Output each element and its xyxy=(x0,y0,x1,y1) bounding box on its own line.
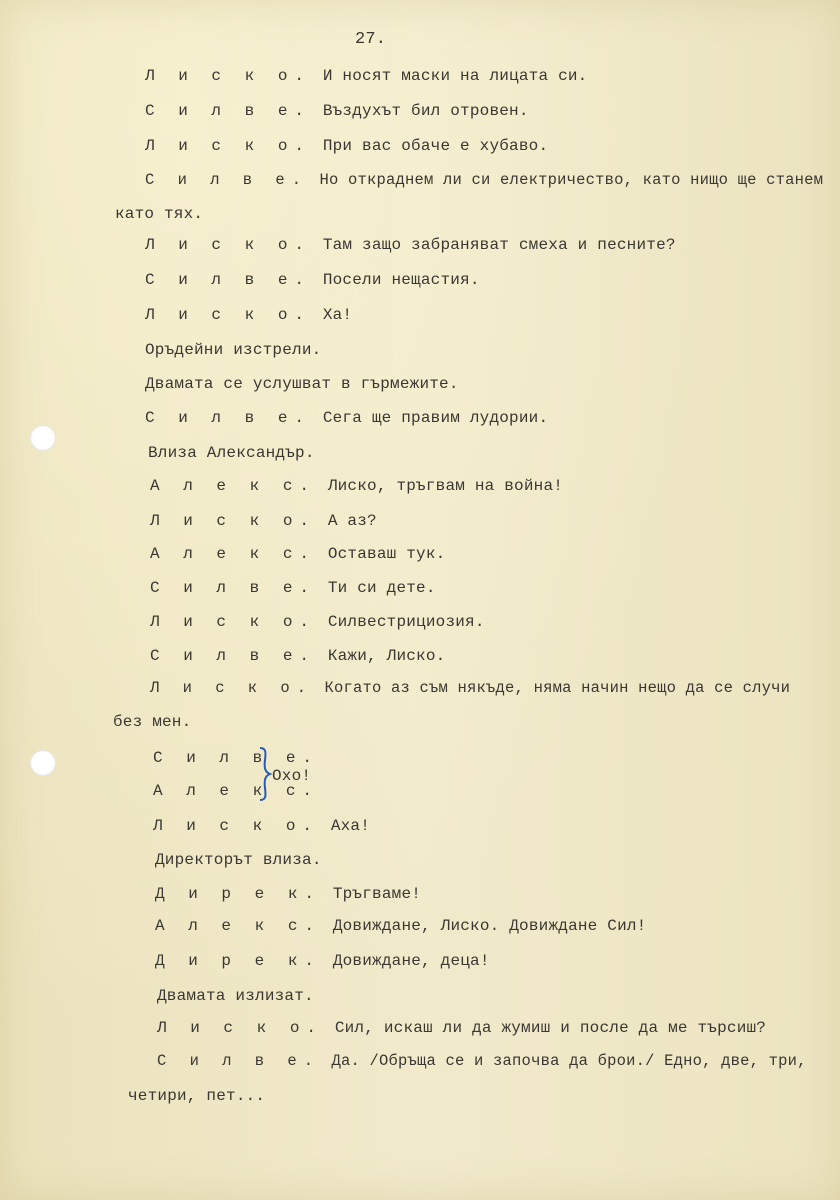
dialogue-line: Л и с к о. Ха! xyxy=(145,306,353,324)
dialogue-line: А л е к с. Оставаш тук. xyxy=(150,545,446,563)
punch-hole xyxy=(30,425,56,451)
dialogue-line: А л е к с. xyxy=(153,782,320,800)
dialogue-line: С и л в е. Посели нещастия. xyxy=(145,271,480,289)
handwritten-brace-icon xyxy=(258,746,272,802)
dialogue-line: Д и р е к. Довиждане, деца! xyxy=(155,952,490,970)
stage-direction: Директорът влиза. xyxy=(155,851,322,869)
page-number: 27. xyxy=(355,30,387,49)
continuation-line: без мен. xyxy=(113,713,192,731)
dialogue-line: С и л в е. Кажи, Лиско. xyxy=(150,647,446,665)
dialogue-line: С и л в е. xyxy=(153,749,320,767)
stage-direction: Двамата се услушват в гърмежите. xyxy=(145,375,459,393)
dialogue-line: Л и с к о. И носят маски на лицата си. xyxy=(145,67,588,85)
stage-direction: Двамата излизат. xyxy=(157,987,314,1005)
joint-reply: Охо! xyxy=(272,767,312,785)
dialogue-line: Л и с к о. Аха! xyxy=(153,817,371,835)
dialogue-line: С и л в е. Въздухът бил отровен. xyxy=(145,102,529,120)
punch-hole xyxy=(30,750,56,776)
dialogue-line: Л и с к о. Когато аз съм някъде, няма начин нещо да се случи xyxy=(150,679,791,697)
stage-direction: Влиза Александър. xyxy=(148,444,315,462)
dialogue-line: Д и р е к. Тръгваме! xyxy=(155,885,422,903)
dialogue-line: Л и с к о. Там защо забраняват смеха и песните? xyxy=(145,236,676,254)
dialogue-line: Л и с к о. Силвестрициозия. xyxy=(150,613,485,631)
dialogue-line: С и л в е. Ти си дете. xyxy=(150,579,436,597)
dialogue-line: С и л в е. Сега ще правим лудории. xyxy=(145,409,549,427)
dialogue-line: А л е к с. Довиждане, Лиско. Довиждане Сил! xyxy=(155,917,647,935)
stage-direction: Оръдейни изстрели. xyxy=(145,341,322,359)
dialogue-line: С и л в е. Да. /Обръща се и започва да брои./ Едно, две, три, xyxy=(157,1052,807,1070)
dialogue-line: Л и с к о. А аз? xyxy=(150,512,377,530)
dialogue-line: С и л в е. Но откраднем ли си електричество, като нищо ще станем xyxy=(145,171,824,189)
continuation-line: четири, пет... xyxy=(128,1087,266,1105)
dialogue-line: А л е к с. Лиско, тръгвам на война! xyxy=(150,477,564,495)
dialogue-line: Л и с к о. Сил, искаш ли да жумиш и после да ме търсиш? xyxy=(157,1019,767,1037)
dialogue-line: Л и с к о. При вас обаче е хубаво. xyxy=(145,137,549,155)
continuation-line: като тях. xyxy=(115,205,204,223)
